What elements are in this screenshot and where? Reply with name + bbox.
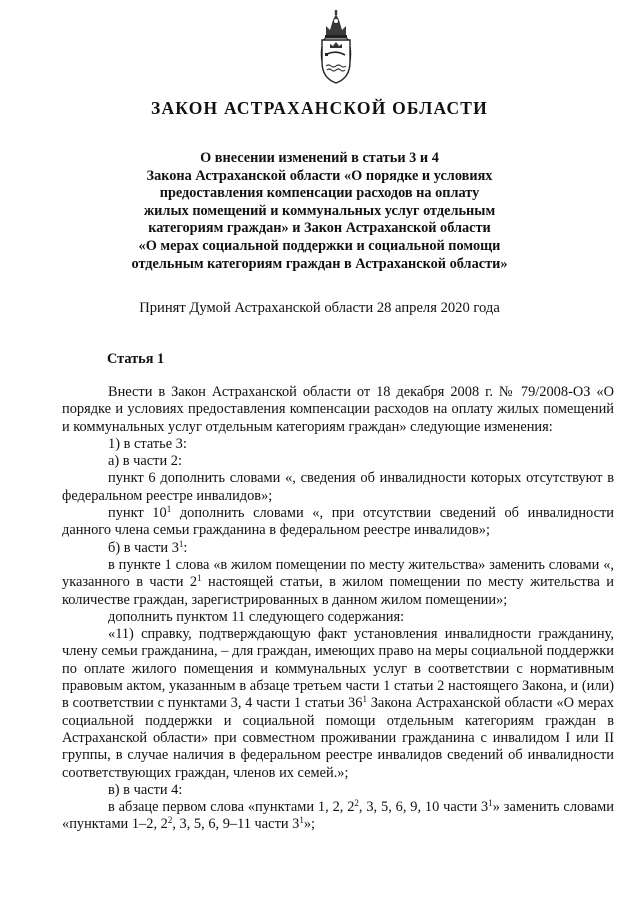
article-paragraph [62,505,614,540]
subject-line: отдельным категориям граждан в Астраханской области» [131,255,508,272]
astrakhan-coat-of-arms-icon [314,10,358,84]
article-paragraph [62,557,614,609]
superscript: 1 [362,694,367,705]
adoption-line: Принят Думой Астраханской области 28 апреля 2020 года [139,300,500,316]
article-body [62,384,614,834]
article-paragraph [62,609,614,626]
paragraph-text: , 3, 5, 6, 9–11 части 3 [172,816,300,833]
superscript: 1 [166,504,172,515]
paragraph-text: б) в части 3 [108,539,179,556]
article-paragraph [62,436,614,453]
paragraph-text: 1) в статье 3: [108,435,187,452]
subject-line: жилых помещений и коммунальных услуг отдельным [143,202,496,219]
paragraph-text: дополнить словами «, при отсутствии сведений об инвалидности данного члена семьи гражданина в федеральном реестре инвалидов»; [62,505,614,539]
article-paragraph [62,470,614,505]
paragraph-text: пункт 10 [108,505,167,522]
subject-line: категориям граждан» и Закон Астраханской области [148,220,491,237]
paragraph-text: настоящей статьи, в жилом помещении по месту жительства и количестве граждан, зарегистрированных в данном жилом помещении»; [62,574,614,608]
subject-line: «О мерах социальной поддержки и социальной помощи [138,237,501,254]
superscript: 1 [299,815,304,826]
superscript: 2 [167,815,173,826]
paragraph-text: в абзаце первом слова «пунктами 1, 2, 2 [108,799,355,816]
paragraph-text: , 3, 5, 6, 9, 10 части 3 [358,799,489,816]
article-paragraph [62,782,614,799]
superscript: 1 [488,798,493,809]
article-title: Статья 1 [107,351,165,367]
subject-line: предоставления компенсации расходов на оплату [159,185,480,202]
subject-line: О внесении изменений в статьи 3 и 4 [200,150,439,166]
article-paragraph [62,384,614,436]
paragraph-text: в) в части 4: [108,781,183,798]
superscript: 2 [354,798,359,809]
article-paragraph [62,626,614,782]
paragraph-text: в пункте 1 слова «в жилом помещении по месту жительства» заменить словами «, указанного в части 2 [62,556,614,591]
paragraph-text: «11) справку, подтверждающую факт установления инвалидности гражданину, члену семьи гражданина, – для граждан, имеющих право на меры социальной поддержки по оплате жилого помещения и коммунальных услуг в соответствии с нормативным правовым актом, указанным в абзаце третьем части 1 статьи 2 настоящего Закона, и (или) в соответствии с пунктами 3, 4 части 1 статьи 36 [62,626,614,712]
superscript: 1 [197,573,202,584]
paragraph-text: пункт 6 дополнить словами «, сведения об инвалидности которых отсутствуют в федеральном реестре инвалидов»; [62,470,614,504]
article-paragraph [62,453,614,470]
law-title: ЗАКОН АСТРАХАНСКОЙ ОБЛАСТИ [151,98,488,118]
paragraph-text: » заменить словами «пунктами 1–2, 2 [62,799,614,833]
paragraph-text: : [183,539,188,556]
paragraph-text: Внести в Закон Астраханской области от 18 декабря 2008 г. № 79/2008-ОЗ «О порядке и условиях предоставления компенсации расходов на оплату жилых помещений и коммунальных услуг отдельным категориям граждан» следующие изменения: [62,384,614,435]
law-subject [60,150,579,273]
paragraph-text: дополнить пунктом 11 следующего содержания: [108,608,405,625]
subject-line: Закона Астраханской области «О порядке и условиях [146,167,493,184]
paragraph-text: »; [303,816,316,833]
article-paragraph [62,799,614,834]
paragraph-text: а) в части 2: [108,453,182,470]
superscript: 1 [178,538,184,549]
article-paragraph [62,540,614,557]
paragraph-text: Закона Астраханской области «О мерах социальной поддержки и социальной помощи отдельным категориям граждан в Астраханской области» при совместном проживании гражданина с инвалидом I или II группы, в случае наличия в федеральном реестре инвалидов сведений об инвалидности соответствующих граждан, членов их семей.»; [62,695,614,781]
